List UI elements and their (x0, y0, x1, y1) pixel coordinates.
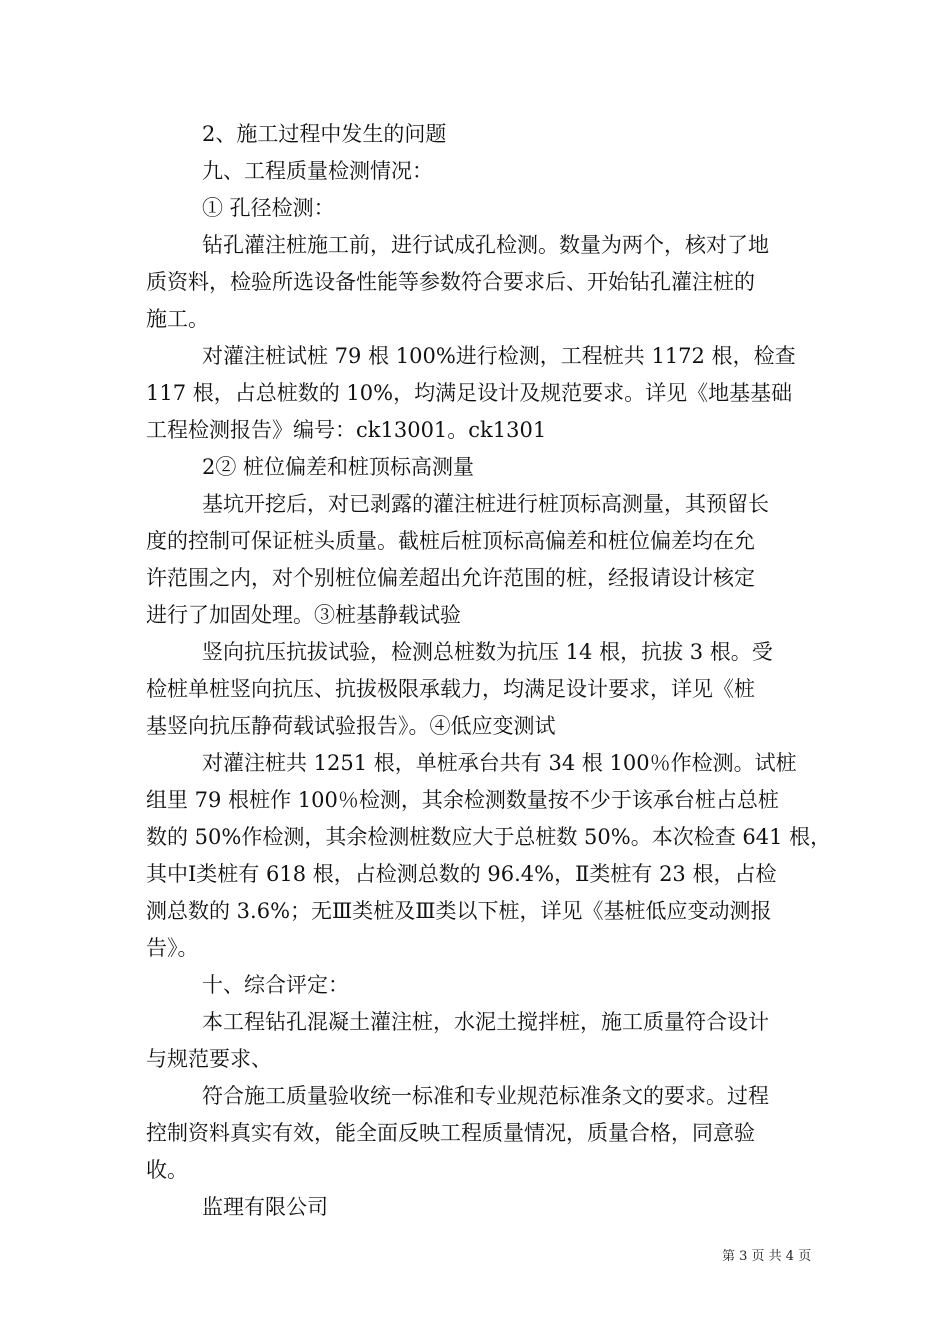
text-line: 工程检测报告》编号：ck13001。ck1301 (146, 418, 547, 442)
text-line: 许范围之内，对个别桩位偏差超出允许范围的桩，经报请设计核定 (146, 566, 755, 590)
text-line: 控制资料真实有效，能全面反映工程质量情况，质量合格，同意验 (146, 1121, 755, 1145)
text-line: 其中Ⅰ类桩有 618 根，占检测总数的 96.4%，Ⅱ类桩有 23 根，占检 (146, 862, 777, 886)
text-line: 基竖向抗压静荷载试验报告》。④低应变测试 (146, 714, 556, 738)
text-line: 本工程钻孔混凝土灌注桩，水泥土搅拌桩，施工质量符合设计 (202, 1010, 769, 1034)
signature-company: 监理有限公司 (202, 1195, 328, 1219)
page-number: 第 3 页 共 4 页 (722, 1249, 812, 1264)
text-line: 基坑开挖后，对已剥露的灌注桩进行桩顶标高测量，其预留长 (202, 492, 769, 516)
text-line: 竖向抗压抗拔试验，检测总桩数为抗压 14 根，抗拔 3 根。受 (202, 640, 773, 664)
text-line: 检桩单桩竖向抗压、抗拔极限承载力，均满足设计要求，详见《桩 (146, 677, 755, 701)
text-line: 告》。 (146, 936, 199, 960)
subsection-heading: ① 孔径检测： (202, 196, 335, 220)
section-heading: 十、综合评定： (202, 973, 349, 997)
text-line: 进行了加固处理。③桩基静载试验 (146, 603, 461, 627)
text-line: 施工。 (146, 307, 209, 331)
text-line: 对灌注桩共 1251 根，单桩承台共有 34 根 100％作检测。试桩 (202, 751, 797, 775)
text-line: 2、施工过程中发生的问题 (202, 122, 447, 146)
text-line: 钻孔灌注桩施工前，进行试成孔检测。数量为两个，核对了地 (202, 233, 769, 257)
text-line: 度的控制可保证桩头质量。截桩后桩顶标高偏差和桩位偏差均在允 (146, 529, 755, 553)
text-line: 符合施工质量验收统一标准和专业规范标准条文的要求。过程 (202, 1084, 769, 1108)
text-line: 对灌注桩试桩 79 根 100%进行检测，工程桩共 1172 根，检查 (202, 344, 796, 368)
text-line: 收。 (146, 1158, 188, 1182)
text-line: 组里 79 根桩作 100％检测，其余检测数量按不少于该承台桩占总桩 (146, 788, 779, 812)
text-line: 测总数的 3.6%；无Ⅲ类桩及Ⅲ类以下桩，详见《基桩低应变动测报 (146, 899, 772, 923)
text-line: 数的 50%作检测，其余检测桩数应大于总桩数 50%。本次检查 641 根， (146, 825, 832, 849)
section-heading: 九、工程质量检测情况： (202, 159, 433, 183)
text-line: 与规范要求、 (146, 1047, 272, 1071)
subsection-heading: 2② 桩位偏差和桩顶标高测量 (202, 455, 475, 479)
text-line: 质资料，检验所选设备性能等参数符合要求后、开始钻孔灌注桩的 (146, 270, 755, 294)
text-line: 117 根，占总桩数的 10%，均满足设计及规范要求。详见《地基基础 (146, 381, 793, 405)
